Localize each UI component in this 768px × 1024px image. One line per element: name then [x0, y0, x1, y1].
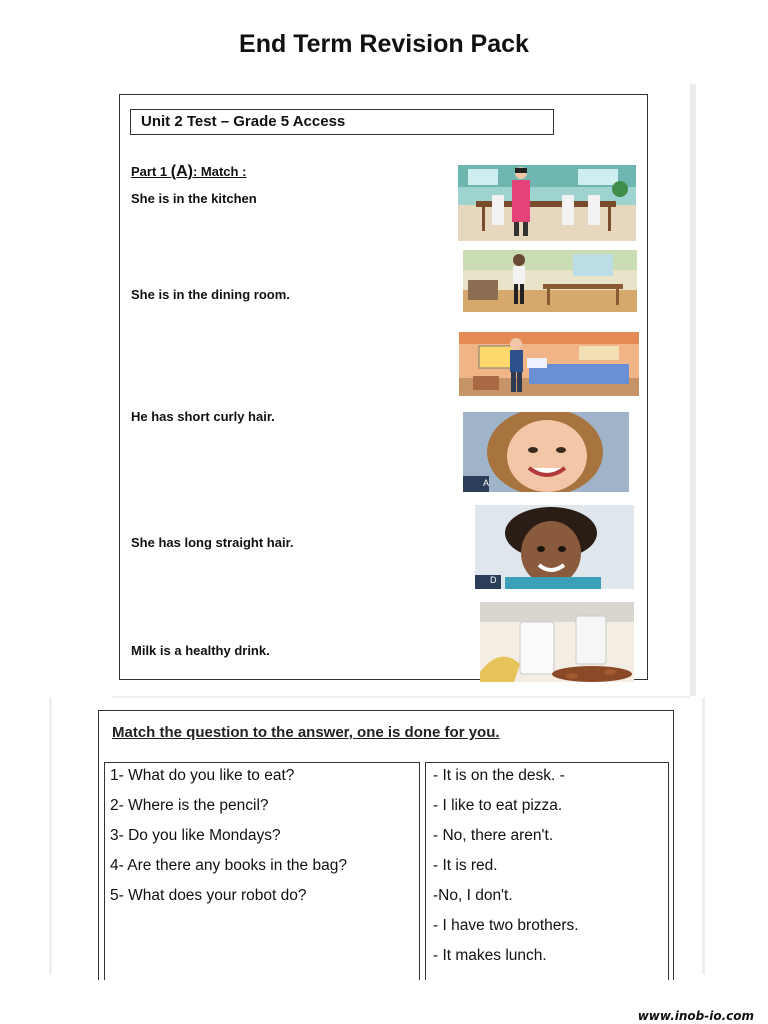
boy-face-picture [475, 505, 634, 589]
page-title: End Term Revision Pack [239, 30, 529, 58]
answer-7: - It makes lunch. [433, 947, 547, 964]
milk-picture [480, 602, 634, 682]
girl-face-picture [463, 412, 629, 492]
footer-website: www.inob-io.com [637, 1009, 754, 1023]
statement-straight-hair: She has long straight hair. [131, 535, 294, 550]
picture-label-d: D [490, 575, 497, 585]
unit-title-box: Unit 2 Test – Grade 5 Access [130, 109, 554, 135]
part-letter: (A) [170, 163, 193, 180]
statement-milk: Milk is a healthy drink. [131, 643, 270, 658]
matching-instruction: Match the question to the answer, one is done for you. [112, 724, 500, 741]
question-2: 2- Where is the pencil? [110, 797, 269, 814]
answer-6: - I have two brothers. [433, 917, 579, 934]
part-prefix: Part 1 [131, 164, 171, 179]
dining-room-picture [463, 250, 637, 312]
part-title [131, 163, 246, 181]
statement-kitchen: She is in the kitchen [131, 191, 257, 206]
statement-dining-room: She is in the dining room. [131, 287, 290, 302]
bedroom-picture [459, 332, 639, 396]
question-4: 4- Are there any books in the bag? [110, 857, 347, 874]
kitchen-picture [458, 165, 636, 241]
picture-label-a: A [483, 478, 490, 488]
answer-2: - I like to eat pizza. [433, 797, 563, 814]
answer-1: - It is on the desk. - [433, 767, 565, 784]
question-1: 1- What do you like to eat? [110, 767, 295, 784]
answer-4: - It is red. [433, 857, 498, 874]
question-5: 5- What does your robot do? [110, 887, 307, 904]
answer-3: - No, there aren't. [433, 827, 554, 844]
statement-curly-hair: He has short curly hair. [131, 409, 275, 424]
answer-5: -No, I don't. [433, 887, 513, 904]
part-suffix: : Match : [192, 164, 247, 179]
question-3: 3- Do you like Mondays? [110, 827, 281, 844]
